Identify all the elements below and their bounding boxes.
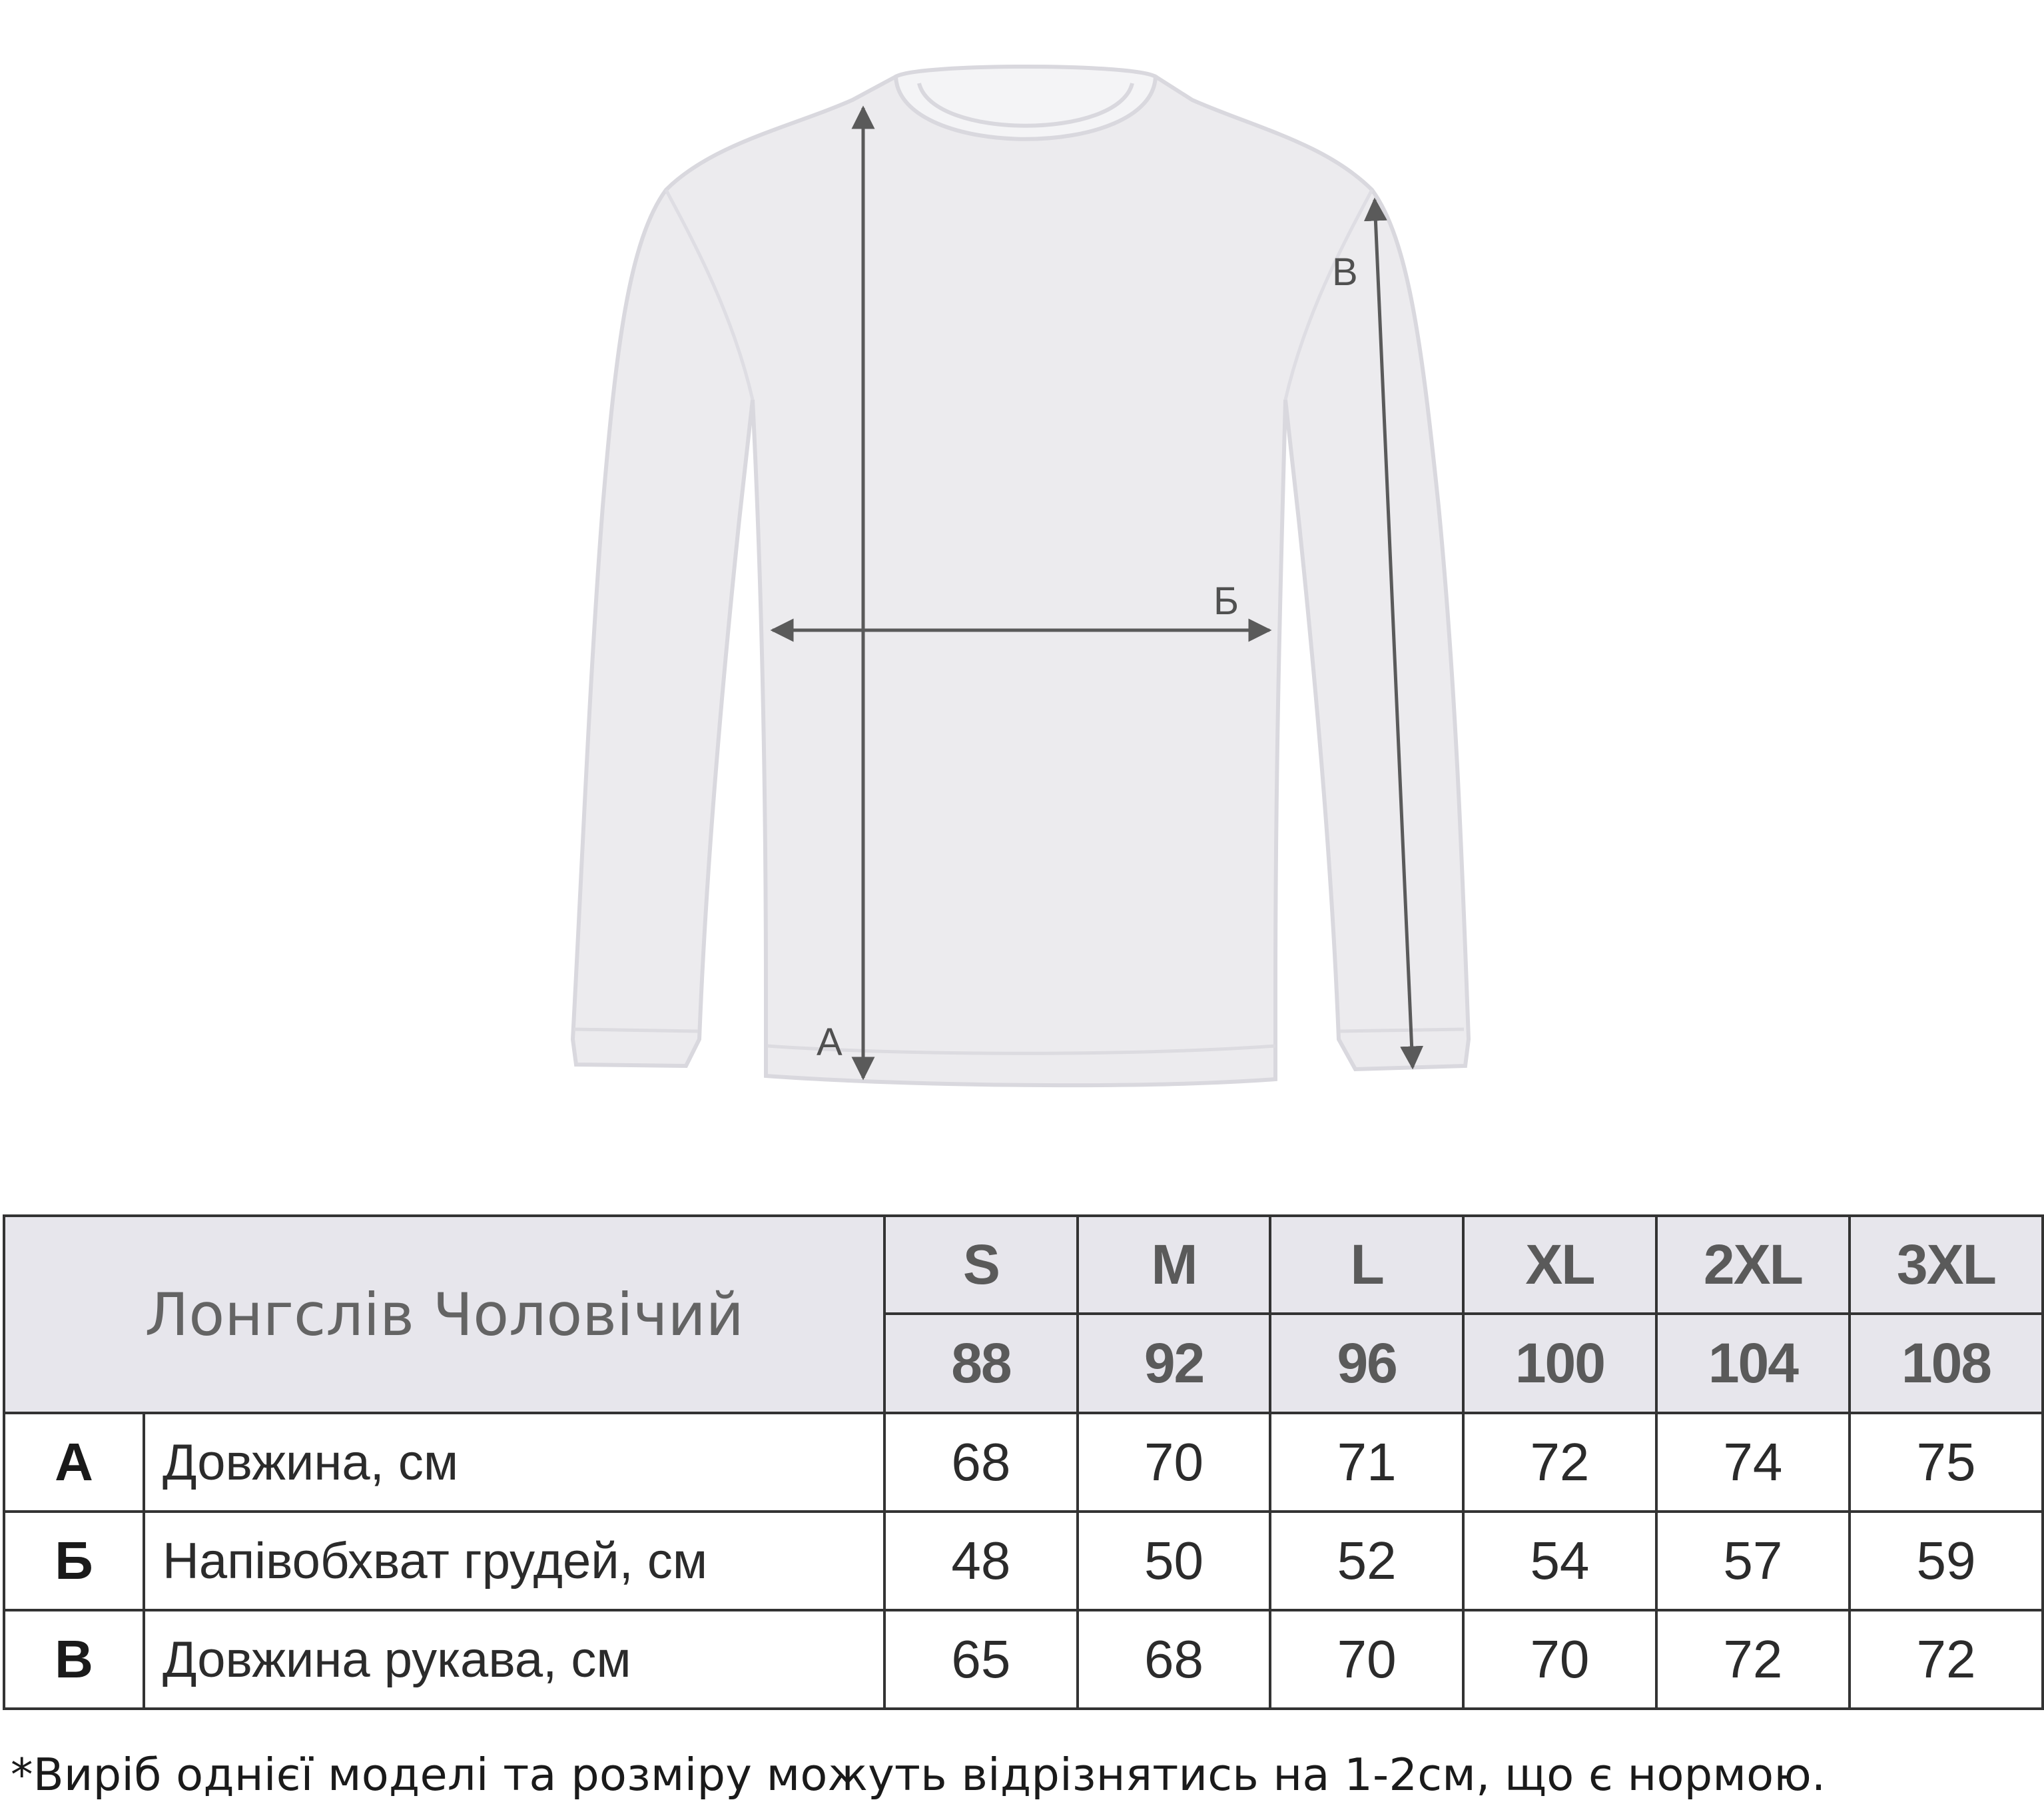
- table-cell: 72: [1850, 1610, 2043, 1709]
- table-title: Лонгслів Чоловічий: [4, 1216, 884, 1413]
- size-header: M: [1078, 1216, 1271, 1314]
- table-cell: 70: [1078, 1413, 1271, 1512]
- size-header: S: [884, 1216, 1078, 1314]
- chest-header: 108: [1850, 1314, 2043, 1413]
- row-code: Б: [4, 1512, 144, 1610]
- row-code: В: [4, 1610, 144, 1709]
- size-table: [3, 1214, 2044, 1710]
- label-a: А: [817, 1021, 843, 1064]
- size-header: L: [1270, 1216, 1463, 1314]
- table-cell: 50: [1078, 1512, 1271, 1610]
- table-cell: 68: [884, 1413, 1078, 1512]
- table-cell: 48: [884, 1512, 1078, 1610]
- table-cell: 52: [1270, 1512, 1463, 1610]
- footnote: *Виріб однієї моделі та розміру можуть відрізнятись на 1-2см, що є нормою.: [11, 1749, 1826, 1801]
- longsleeve-shirt: [573, 67, 1469, 1085]
- chest-header: 100: [1463, 1314, 1656, 1413]
- chest-header: 92: [1078, 1314, 1271, 1413]
- table-cell: 75: [1850, 1413, 2043, 1512]
- table-cell: 72: [1656, 1610, 1850, 1709]
- size-header: XL: [1463, 1216, 1656, 1314]
- table-cell: 57: [1656, 1512, 1850, 1610]
- table-cell: 54: [1463, 1512, 1656, 1610]
- table-cell: 59: [1850, 1512, 2043, 1610]
- chest-header: 104: [1656, 1314, 1850, 1413]
- table-cell: 71: [1270, 1413, 1463, 1512]
- label-v: В: [1332, 250, 1358, 294]
- table-row: [4, 1610, 2043, 1709]
- table-row: [4, 1413, 2043, 1512]
- table-cell: 72: [1463, 1413, 1656, 1512]
- size-header: 3XL: [1850, 1216, 2043, 1314]
- table-row: [4, 1512, 2043, 1610]
- row-label: Довжина, см: [144, 1413, 884, 1512]
- table-cell: 68: [1078, 1610, 1271, 1709]
- table-cell: 70: [1270, 1610, 1463, 1709]
- table-cell: 74: [1656, 1413, 1850, 1512]
- chest-header: 88: [884, 1314, 1078, 1413]
- label-b: Б: [1213, 580, 1239, 623]
- row-code: А: [4, 1413, 144, 1512]
- table-cell: 65: [884, 1610, 1078, 1709]
- size-header: 2XL: [1656, 1216, 1850, 1314]
- row-label: Довжина рукава, см: [144, 1610, 884, 1709]
- chest-header: 96: [1270, 1314, 1463, 1413]
- table-cell: 70: [1463, 1610, 1656, 1709]
- row-label: Напівобхват грудей, см: [144, 1512, 884, 1610]
